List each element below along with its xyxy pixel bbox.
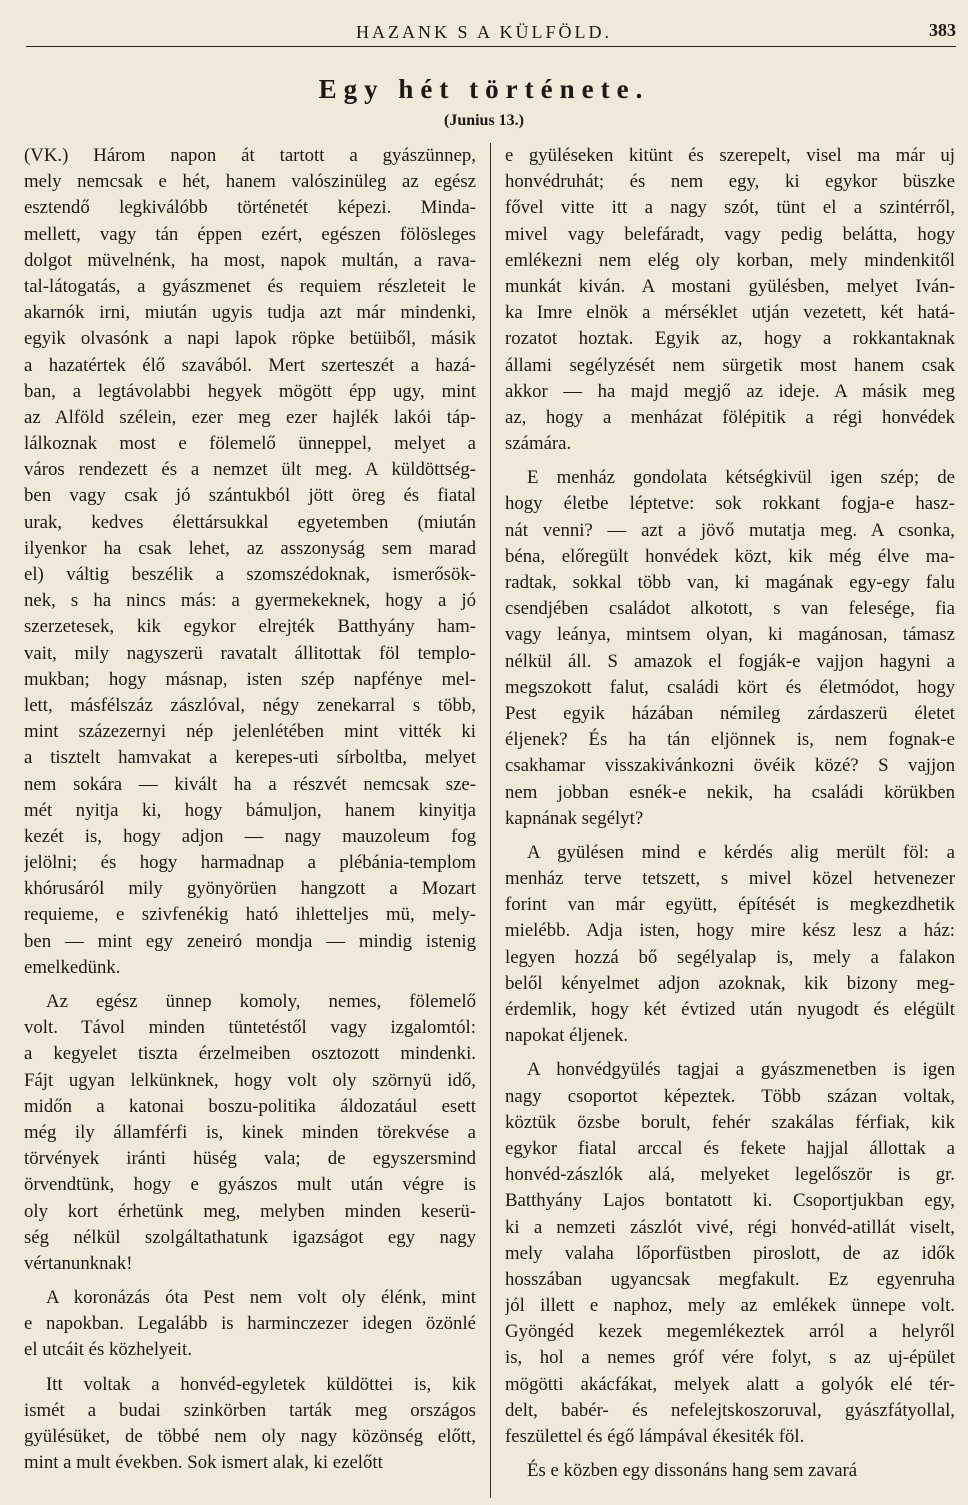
text-line: Batthyány Lajos bontatott ki. Csoportjukban egy, (505, 1190, 955, 1212)
text-line: honvéd-zászlók alá, melyeket legelőször is gr. (505, 1164, 955, 1186)
text-line: nem jobban esnék-e nekik, ha családi körükben (505, 781, 955, 803)
text-line: kezét is, hogy adjon — nagy mauzoleum fog (24, 825, 476, 847)
text-line: törvények iránti hüség vala; de egyszersmind (24, 1148, 476, 1170)
text-line: Fájt ugyan lelkünknek, hogy volt oly szörnyü idő, (24, 1069, 476, 1091)
text-line: a hazatértek élő szavából. Mert szerteszét a hazá- (24, 354, 476, 376)
text-line: radtak, sokkal több van, ki magának egy-egy falu (505, 572, 955, 593)
text-line: mögötti akácfákat, melyek alatt a golyók elé tér- (505, 1373, 955, 1395)
paragraph-gap (505, 457, 955, 465)
text-line: khórusáról mily gyönyörüen hangzott a Mozart (24, 878, 476, 900)
text-line: És e közben egy dissonáns hang sem zavará (527, 1460, 858, 1482)
text-line: nek, s ha nincs más: a gyermekeknek, hogy a jó (24, 590, 476, 612)
text-line: rozatot hoztak. Egyik az, hogy a rokkantaknak (505, 328, 955, 350)
text-line: mint százezernyi nép jelenlétében mint vitték ki (24, 721, 476, 743)
text-line: örvendtünk, hogy e gyászos mult után végre is (24, 1174, 476, 1196)
text-line: Az egész ünnep komoly, nemes, fölemelő (46, 991, 476, 1012)
text-line: ilyenkor ha csak lehet, az asszonyság sem marad (24, 537, 476, 559)
right-column (505, 143, 955, 1484)
text-line: az Alföld szélein, ezer meg ezer hajlék lakói táp- (24, 406, 476, 428)
article-title: Egy hét története. (318, 74, 650, 104)
text-line: belől kényelmet adjon azoknak, kik bizony meg- (505, 972, 955, 994)
text-line: érdemlik, hogy két évtized után nyugodt és elégült (505, 999, 955, 1020)
running-head (0, 18, 968, 48)
text-line: mely nemcsak e hét, hanem valószinüleg az egész (24, 171, 476, 193)
paragraph-gap (505, 1450, 955, 1458)
text-line: még ily államférfi is, kinek minden törekvése a (24, 1121, 476, 1143)
text-line: állami segélyzését nem sürgetik most hanem csak (505, 354, 955, 376)
text-line: forint van már együtt, építését is megkezdhetik (505, 894, 955, 916)
text-line: hogy életbe léptetve: sok rokkant fogja-e hasz- (505, 493, 955, 515)
text-line: a kegyelet tiszta érzelmeiben osztozott mindenki. (24, 1043, 476, 1065)
text-line: jól illett e naphoz, mely az emlékek ünnepe volt. (505, 1295, 955, 1317)
text-line: mellett, vagy tán éppen ezért, egészen fölösleges (24, 223, 476, 245)
text-line: vait, mily nagyszerü ravatalt állitottak föl templo- (24, 642, 476, 664)
text-line: Pest egyik házában némileg zárdaszerü életet (505, 702, 955, 724)
text-line: akkor — ha majd megjő az ideje. A másik meg (505, 380, 955, 402)
left-column (24, 143, 476, 1476)
column-divider (490, 143, 491, 1498)
article-date: (Junius 13.) (443, 112, 525, 129)
text-line: nem sokára — kivált ha a részvét nemcsak sze- (24, 773, 476, 795)
text-line: emlékezni nem elég oly korban, mely mindenkitől (505, 249, 955, 271)
text-line: éljenek? És ha tán eljönnek is, nem fognak-e (505, 729, 955, 751)
text-line: honvédruhát; és nem egy, ki egykor büszke (505, 171, 955, 193)
paragraph (505, 1057, 955, 1450)
text-line: mét nyitja ki, hogy bámuljon, hanem kinyitja (24, 799, 476, 821)
paragraph (24, 989, 476, 1277)
text-line: mivel vagy belefáradt, vagy pedig belátta, hogy (505, 223, 955, 245)
text-line: oly kort érhetünk meg, melyben minden keserü- (24, 1200, 476, 1222)
paragraph (505, 143, 955, 457)
text-line: delt, babér- és nefelejtskoszoruval, gyászfátyollal, (505, 1399, 955, 1421)
text-line: ka Imre elnök a mérséklet utján vezetett, két hatá- (505, 302, 955, 324)
paragraph (24, 1372, 476, 1477)
text-line: A gyülésen mind e kérdés alig merült föl: a (527, 841, 955, 863)
text-line: mielébb. Adja isten, hogy mire kész lesz a ház: (505, 920, 955, 942)
text-line: a tisztelt hamvakat a kerepes-uti sírboltba, melyet (24, 747, 476, 769)
paragraph-gap (24, 1364, 476, 1372)
paragraph (24, 1285, 476, 1364)
text-line: dolgot müvelnénk, ha most, napok multán, a rava- (24, 249, 476, 271)
text-line: A koronázás óta Pest nem volt oly élénk, mint (46, 1287, 476, 1309)
text-line: volt. Távol minden tüntetéstől vagy izgalomtól: (24, 1017, 476, 1039)
page-number: 383 (929, 20, 956, 40)
text-line: ban, a legtávolabbi hegyek mögött épp ugy, mint (24, 380, 476, 402)
text-line: egykor fiatal arccal és fekete hajjal állottak a (505, 1137, 955, 1159)
text-line: nélkül áll. S amazok el fogják-e vajjon hagyni a (505, 650, 955, 672)
text-line: gyülésüket, de többé nem oly nagy közönség előtt, (24, 1426, 476, 1447)
text-line: ség nélkül szolgáltathatunk igazságot egy nagy (24, 1226, 476, 1248)
text-line: nagy csoportot képeztek. Több százan voltak, (505, 1085, 955, 1107)
text-line: munkát kiván. A mostani gyülésben, melyet Iván- (505, 275, 955, 297)
text-line: az, hogy a menházat fölépitik a régi honvédek (505, 406, 955, 428)
text-line: E menház gondolata kétségkivül igen szép; de (527, 467, 955, 489)
text-line: el) váltig beszélik a szomszédoknak, ismerősök- (24, 564, 476, 585)
text-line: Gyöngéd kezek megemlékeztek arról a helyről (505, 1321, 955, 1343)
text-line: köztük özsbe borult, fehér szakálas férfiak, kik (505, 1111, 955, 1133)
text-line: Itt voltak a honvéd-egyletek küldöttei is, kik (46, 1373, 476, 1395)
text-line: akarnók irni, miután ugyis tudja azt már mindenki, (24, 302, 476, 324)
text-line: ki a nemzeti zászlót vivé, régi honvéd-atillát viselt, (505, 1216, 955, 1238)
text-line: egyik olvasónk a napi lapok röpke betüiből, másik (24, 328, 476, 350)
paragraph (505, 1458, 955, 1484)
text-line: város rendezett és a nemzet ült meg. A küldöttség- (24, 459, 476, 481)
text-line: nát venni? — azt a jövő mutatja meg. A csonka, (505, 519, 955, 541)
paragraph-gap (505, 1049, 955, 1057)
text-line: (VK.) Három napon át tartott a gyászünnep, (24, 145, 476, 166)
text-line: napokat éljenek. (505, 1025, 629, 1047)
paragraph (505, 465, 955, 832)
text-line: midőn a katonai boszu-politika áldozatául esett (24, 1095, 476, 1117)
text-line: feszülettel és égő lámpával ékesiték föl. (505, 1426, 805, 1447)
text-line: mint a mult években. Sok ismert alak, ki ezelőtt (24, 1452, 383, 1474)
header-rule (26, 46, 956, 47)
text-line: mukban; hogy másnap, isten szép napfénye mel- (24, 668, 476, 690)
text-line: vértanunknak! (24, 1252, 133, 1274)
text-line: urak, kedves élettársukkal egyetemben (miután (24, 511, 476, 533)
text-line: lett, másfélszáz zászlóval, négy zenekarral s több, (24, 694, 476, 716)
text-line: hosszában ugyancsak megfakult. Ez egyenruha (505, 1268, 955, 1290)
text-line: ben — mint egy zeneiró mondja — mindig istenig (24, 930, 476, 952)
text-line: requieme, e szivfenékig ható ihletteljes mü, mely- (24, 904, 476, 926)
text-line: ismét a budai szinkörben tarták meg országos (24, 1399, 476, 1421)
text-line: e napokban. Legalább is harminczezer idegen özönlé (24, 1313, 476, 1335)
text-line: tal-látogatás, a gyászmenet és requiem részleteit le (24, 275, 476, 297)
text-line: csendjében családot alkotott, s van felesége, fia (505, 598, 955, 620)
text-line: csakhamar visszakivánkozni övéik közé? S vajjon (505, 755, 955, 777)
text-line: fővel vitte itt a nagy szót, tünt el a szintérről, (505, 197, 955, 219)
text-line: számára. (505, 433, 572, 455)
text-line: A honvédgyülés tagjai a gyászmenetben is igen (527, 1059, 955, 1081)
text-line: el utcáit és közhelyeit. (24, 1339, 192, 1361)
running-title: HAZANK S A KÜLFÖLD. (355, 22, 612, 42)
text-line: e gyüléseken kitünt és szerepelt, visel ma már uj (505, 145, 955, 166)
text-line: kapnának segélyt? (505, 807, 644, 829)
paragraph-gap (24, 981, 476, 989)
text-line: esztendő legkiválóbb történetét képezi. Minda- (24, 197, 476, 219)
text-line: vagy leánya, mintsem olyan, ki magánosan, támasz (505, 624, 955, 646)
text-line: is, hol a nemes gróf vére folyt, s az uj-épület (505, 1347, 955, 1369)
paragraph (24, 143, 476, 981)
text-line: jelölni; és hogy harmadnap a plébánia-templom (24, 852, 476, 874)
text-line: mely valaha lőporfüstben piroslott, de az idők (505, 1242, 955, 1264)
text-line: legyen hozzá bő segélyalap is, mely a falakon (505, 946, 955, 968)
text-line: emelkedünk. (24, 956, 121, 978)
text-line: béna, előregült honvédek közt, kik még élve ma- (505, 545, 955, 567)
text-line: menház terve tetszett, s mivel közel hetvenezer (505, 868, 955, 890)
text-line: ben vagy csak jó szántukból jött öreg és fiatal (24, 485, 476, 507)
text-line: megszokott falut, családi kört és életmódot, hogy (505, 676, 955, 698)
text-line: lálkoznak most e fölemelő ünneppel, melyet a (24, 433, 476, 455)
text-line: szerzetesek, kik egykor elrejték Batthyány ham- (24, 616, 476, 638)
paragraph (505, 840, 955, 1050)
paragraph-gap (505, 832, 955, 840)
paragraph-gap (24, 1277, 476, 1285)
